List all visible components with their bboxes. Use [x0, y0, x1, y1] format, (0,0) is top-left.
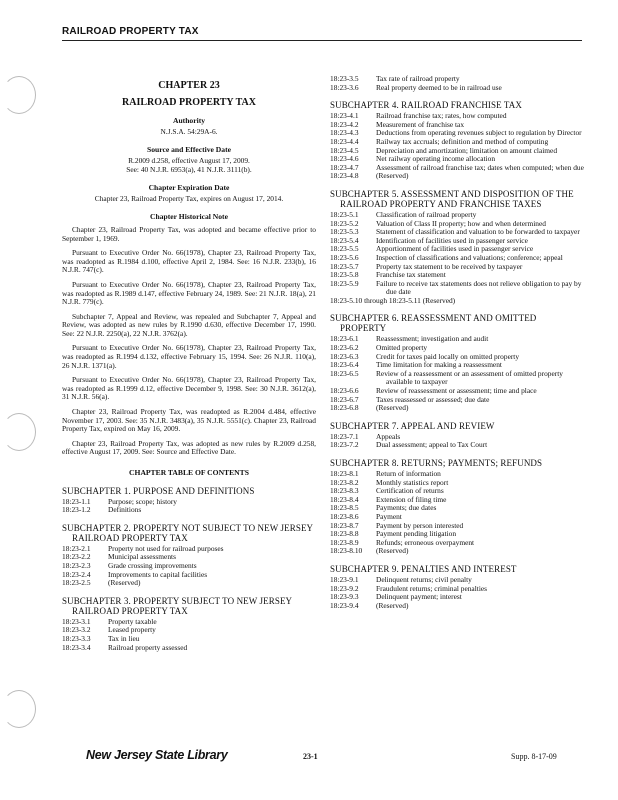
- punch-hole: [2, 690, 36, 728]
- section-title: Measurement of franchise tax: [376, 119, 465, 129]
- history-paragraph: Pursuant to Executive Order No. 66(1978), Chapter 23, Railroad Property Tax, was readopted as R.1999 d.12, effective December 9, 1998. See: 30 N.J.R. 3612(a), 31 N.J.R. 56(a).: [62, 375, 316, 402]
- section-title: Railroad property assessed: [108, 642, 188, 652]
- section-number: 18:23-9.2: [330, 583, 359, 593]
- toc-heading: CHAPTER TABLE OF CONTENTS: [129, 468, 249, 477]
- history-paragraph: Chapter 23, Railroad Property Tax, was adopted as new rules by R.2009 d.258, effective August 17, 2009. See: Source and Effective Date.: [62, 438, 316, 457]
- toc-entry: [330, 280, 584, 297]
- section-title: Monthly statistics report: [376, 477, 449, 487]
- section-number: 18:23-6.2: [330, 343, 359, 353]
- section-number: 18:23-3.3: [62, 633, 91, 643]
- section-title: Refunds; erroneous overpayment: [376, 537, 475, 547]
- running-header: RAILROAD PROPERTY TAX: [62, 26, 199, 37]
- section-number: 18:23-5.6: [330, 252, 359, 262]
- section-number: 18:23-6.7: [330, 394, 359, 404]
- toc-entry: [330, 547, 584, 556]
- section-number: 18:23-2.2: [62, 552, 91, 562]
- section-number: 18:23-4.6: [330, 154, 359, 164]
- library-logo: New Jersey State Library: [86, 748, 228, 762]
- section-number: 18:23-4.8: [330, 171, 359, 181]
- toc-entry: [330, 172, 584, 181]
- left-toc: [62, 486, 316, 653]
- section-number: 18:23-8.8: [330, 529, 359, 539]
- section-number: 18:23-9.1: [330, 574, 359, 584]
- section-number: 18:23-4.3: [330, 128, 359, 138]
- subchapter-heading: SUBCHAPTER 9. PENALTIES AND INTEREST: [330, 563, 517, 574]
- section-title: Return of information: [376, 469, 441, 478]
- section-number: 18:23-4.4: [330, 136, 359, 146]
- section-number: 18:23-6.4: [330, 360, 359, 370]
- section-number: 18:23-5.1: [330, 209, 359, 219]
- toc-entry: [330, 602, 584, 611]
- section-title: Reassessment; investigation and audit: [376, 334, 489, 344]
- section-title: Dual assessment; appeal to Tax Court: [376, 440, 488, 450]
- section-title: Assessment of railroad franchise tax; dates when computed; when due: [376, 162, 584, 172]
- section-number: 18:23-8.7: [330, 520, 359, 530]
- section-title: Payment by person interested: [376, 520, 464, 530]
- section-title: Payments; due dates: [376, 503, 437, 513]
- section-title: Review of a reassessment or an assessment of omitted property available to taxpayer: [376, 368, 563, 387]
- section-title: (Reserved): [376, 546, 409, 556]
- authority-text: N.J.S.A. 54:29A-6.: [160, 126, 218, 136]
- history-paragraph: Pursuant to Executive Order No. 66(1978), Chapter 23, Railroad Property Tax, was readopted as R.1989 d.147, effective February 24, 1989. See: 21 N.J.R. 18(a), 21 N.J.R. 779(c).: [62, 279, 316, 307]
- section-number: 18:23-8.4: [330, 494, 359, 504]
- section-title: Railway tax accruals; definition and method of computing: [376, 136, 549, 146]
- right-column: [330, 75, 584, 610]
- section-number: 18:23-8.9: [330, 537, 359, 547]
- section-number: 18:23-5.2: [330, 218, 359, 228]
- section-title: Omitted property: [376, 343, 428, 353]
- section-title: Payment pending litigation: [376, 529, 457, 539]
- toc-entry: [330, 496, 584, 505]
- section-title: Statement of classification and valuation to be forwarded to taxpayer: [376, 227, 580, 237]
- section-number: 18:23-5.8: [330, 270, 359, 280]
- toc-entry: [62, 618, 316, 627]
- toc-entry: [330, 441, 584, 450]
- page-number: 23-1: [303, 752, 318, 761]
- source-line: See: 40 N.J.R. 6953(a), 41 N.J.R. 3111(b).: [126, 164, 252, 174]
- toc-entry: [330, 487, 584, 496]
- section-title: Property not used for railroad purposes: [108, 543, 224, 553]
- section-title: Franchise tax statement: [376, 270, 446, 280]
- section-number: 18:23-9.4: [330, 600, 359, 610]
- right-top-entries: [330, 75, 584, 92]
- section-title: Tax rate of railroad property: [376, 74, 460, 83]
- section-title: Classification of railroad property: [376, 209, 477, 219]
- section-title: Credit for taxes paid locally on omitted property: [376, 351, 520, 361]
- section-title: Municipal assessments: [108, 552, 176, 562]
- history-paragraph: Pursuant to Executive Order No. 66(1978), Chapter 23, Railroad Property Tax, was readopted as R.1984 d.100, effective April 2, 1984. See: 16 N.J.R. 233(b), 16 N.J.R. 747(c).: [62, 248, 316, 275]
- supplement-date: Supp. 8-17-09: [511, 752, 557, 761]
- section-title: Apportionment of facilities used in passenger service: [376, 244, 534, 254]
- section-title: Failure to receive tax statements does not relieve obligation to pay by due date: [376, 278, 582, 297]
- toc-entry: [62, 545, 316, 554]
- section-title: Review of reassessment or assessment; time and place: [376, 386, 537, 396]
- subchapter-heading: SUBCHAPTER 8. RETURNS; PAYMENTS; REFUNDS: [330, 458, 543, 468]
- section-title: Leased property: [108, 625, 156, 635]
- section-number: 18:23-3.2: [62, 625, 91, 635]
- section-number: 18:23-3.5: [330, 74, 359, 83]
- right-toc: [330, 100, 584, 610]
- section-title: Valuation of Class II property; how and when determined: [376, 218, 546, 228]
- toc-entry: [62, 498, 316, 507]
- section-number: 18:23-2.3: [62, 560, 91, 570]
- section-number: 18:23-1.2: [62, 505, 91, 515]
- subchapter-heading: SUBCHAPTER 5. ASSESSMENT AND DISPOSITION OF THE RAILROAD PROPERTY AND FRANCHISE TAXES: [330, 188, 574, 209]
- toc-entry: [330, 479, 584, 488]
- section-title: Inspection of classifications and valuations; conference; appeal: [376, 252, 563, 262]
- section-number: 18:23-4.5: [330, 145, 359, 155]
- section-number: 18:23-2.1: [62, 543, 91, 553]
- subchapter-heading: SUBCHAPTER 2. PROPERTY NOT SUBJECT TO NEW JERSEY RAILROAD PROPERTY TAX: [62, 522, 313, 543]
- section-number: 18:23-3.4: [62, 642, 91, 652]
- section-title: Delinquent payment; interest: [376, 592, 462, 602]
- section-number: 18:23-4.2: [330, 119, 359, 129]
- section-number: 18:23-4.7: [330, 162, 359, 172]
- section-title: Payment: [376, 511, 402, 521]
- section-number: 18:23-8.5: [330, 503, 359, 513]
- section-title: Property tax statement to be received by taxpayer: [376, 261, 523, 271]
- section-number: 18:23-4.1: [330, 111, 359, 121]
- subchapter-heading: SUBCHAPTER 7. APPEAL AND REVIEW: [330, 420, 495, 431]
- toc-entry: [62, 626, 316, 635]
- authority-heading: Authority: [172, 116, 206, 126]
- punch-hole: [2, 413, 36, 451]
- subchapter-heading: SUBCHAPTER 6. REASSESSMENT AND OMITTED PROPERTY: [330, 313, 537, 334]
- toc-entry: [330, 164, 584, 173]
- section-title: Appeals: [376, 431, 401, 441]
- section-title: Net railway operating income allocation: [376, 154, 496, 164]
- toc-entry: [330, 470, 584, 479]
- section-number: 18:23-8.1: [330, 469, 359, 478]
- section-number: 18:23-5.4: [330, 235, 359, 245]
- section-number: 18:23-8.3: [330, 486, 359, 496]
- history-heading: Chapter Historical Note: [150, 212, 228, 222]
- toc-entry: [330, 522, 584, 531]
- toc-entry: [62, 506, 316, 515]
- section-title: Depreciation and amortization; limitation on amount claimed: [376, 145, 558, 155]
- toc-entry: [62, 635, 316, 644]
- section-number: 18:23-5.9: [330, 278, 359, 288]
- source-line: R.2009 d.258, effective August 17, 2009.: [128, 155, 250, 165]
- section-title: Definitions: [108, 505, 142, 515]
- section-number: 18:23-8.10: [330, 546, 363, 556]
- section-number: 18:23-8.2: [330, 477, 359, 487]
- toc-entry: [330, 335, 584, 344]
- toc-entry: [62, 579, 316, 588]
- section-number: 18:23-6.8: [330, 403, 359, 413]
- section-title: Railroad franchise tax; rates, how computed: [376, 111, 507, 121]
- section-title: (Reserved): [376, 600, 409, 610]
- toc-entry: [330, 404, 584, 413]
- source-heading: Source and Effective Date: [146, 145, 231, 155]
- history-paragraph: Pursuant to Executive Order No. 66(1978), Chapter 23, Railroad Property Tax, was readopted as R.1994 d.132, effective February 15, 1994. See: 26 N.J.R. 110(a), 26 N.J.R. 1371(a).: [62, 343, 316, 370]
- section-title: Tax in lieu: [108, 633, 140, 643]
- header-rule: [62, 40, 582, 41]
- section-number: 18:23-6.6: [330, 386, 359, 396]
- section-title: Deductions from operating revenues subject to regulation by Director: [376, 128, 582, 138]
- section-number: 18:23-5.7: [330, 261, 359, 271]
- toc-entry: 18:23-5.10 through 18:23-5.11 (Reserved): [330, 295, 456, 305]
- toc-entry: [62, 644, 316, 653]
- section-number: 18:23-8.6: [330, 511, 359, 521]
- history-paragraph: Chapter 23, Railroad Property Tax, was readopted as R.2004 d.484, effective November 17, 2003. See: 35 N.J.R. 3483(a), 35 N.J.R. 5551(c). Chapter 23, Railroad Property Tax, expired on May 16, 2009.: [62, 407, 316, 434]
- punch-hole: [2, 76, 36, 114]
- left-column: [62, 72, 316, 652]
- toc-entry: [330, 396, 584, 405]
- toc-entry: [62, 571, 316, 580]
- toc-entry: [330, 370, 584, 387]
- subchapter-heading: SUBCHAPTER 1. PURPOSE AND DEFINITIONS: [62, 485, 255, 496]
- toc-entry: [330, 504, 584, 513]
- section-title: (Reserved): [376, 171, 409, 181]
- expiration-text: Chapter 23, Railroad Property Tax, expires on August 17, 2014.: [94, 193, 284, 203]
- section-title: (Reserved): [376, 403, 409, 413]
- subchapter-heading: SUBCHAPTER 3. PROPERTY SUBJECT TO NEW JERSEY RAILROAD PROPERTY TAX: [62, 595, 292, 616]
- toc-entry: [330, 84, 584, 93]
- section-number: 18:23-7.1: [330, 431, 359, 441]
- section-title: Real property deemed to be in railroad use: [376, 82, 502, 92]
- toc-entry: [330, 539, 584, 548]
- section-number: 18:23-9.3: [330, 592, 359, 602]
- toc-entry: [330, 263, 584, 272]
- section-number: 18:23-6.5: [330, 368, 359, 378]
- section-number: 18:23-2.4: [62, 569, 91, 579]
- section-title: Taxes reassessed or assessed; due date: [376, 394, 490, 404]
- history-paragraph: Subchapter 7, Appeal and Review, was repealed and Subchapter 7, Appeal and Review, was adopted as new rules by R.1990 d.630, effective December 17, 1990. See: 22 N.J.R. 2250(a), 22 N.J.R. 3762(a).: [62, 311, 316, 338]
- history-paragraph: Chapter 23, Railroad Property Tax, was adopted and became effective prior to September 1, 1969.: [62, 224, 316, 243]
- section-number: 18:23-7.2: [330, 440, 359, 450]
- expiration-heading: Chapter Expiration Date: [148, 183, 230, 193]
- toc-entry: [330, 593, 584, 602]
- section-title: Certification of returns: [376, 486, 444, 496]
- chapter-number: CHAPTER 23: [158, 80, 220, 91]
- section-number: 18:23-3.1: [62, 616, 91, 626]
- section-number: 18:23-1.1: [62, 496, 91, 506]
- subchapter-heading: SUBCHAPTER 4. RAILROAD FRANCHISE TAX: [330, 100, 522, 111]
- section-number: 18:23-3.6: [330, 82, 359, 92]
- section-title: Property taxable: [108, 616, 157, 626]
- section-title: Extension of filing time: [376, 494, 447, 504]
- section-title: Time limitation for making a reassessment: [376, 360, 502, 370]
- history-note: [62, 226, 316, 457]
- section-title: Grade crossing improvements: [108, 560, 197, 570]
- section-number: 18:23-6.1: [330, 334, 359, 344]
- chapter-title: RAILROAD PROPERTY TAX: [122, 96, 256, 108]
- section-title: Identification of facilities used in passenger service: [376, 235, 528, 245]
- section-number: 18:23-5.5: [330, 244, 359, 254]
- section-title: Purpose; scope; history: [108, 496, 177, 506]
- section-title: Improvements to capital facilities: [108, 569, 208, 579]
- section-title: Delinquent returns; civil penalty: [376, 574, 472, 584]
- section-number: 18:23-6.3: [330, 351, 359, 361]
- section-number: 18:23-2.5: [62, 578, 91, 588]
- section-title: (Reserved): [108, 578, 141, 588]
- section-number: 18:23-5.3: [330, 227, 359, 237]
- section-title: Fraudulent returns; criminal penalties: [376, 583, 488, 593]
